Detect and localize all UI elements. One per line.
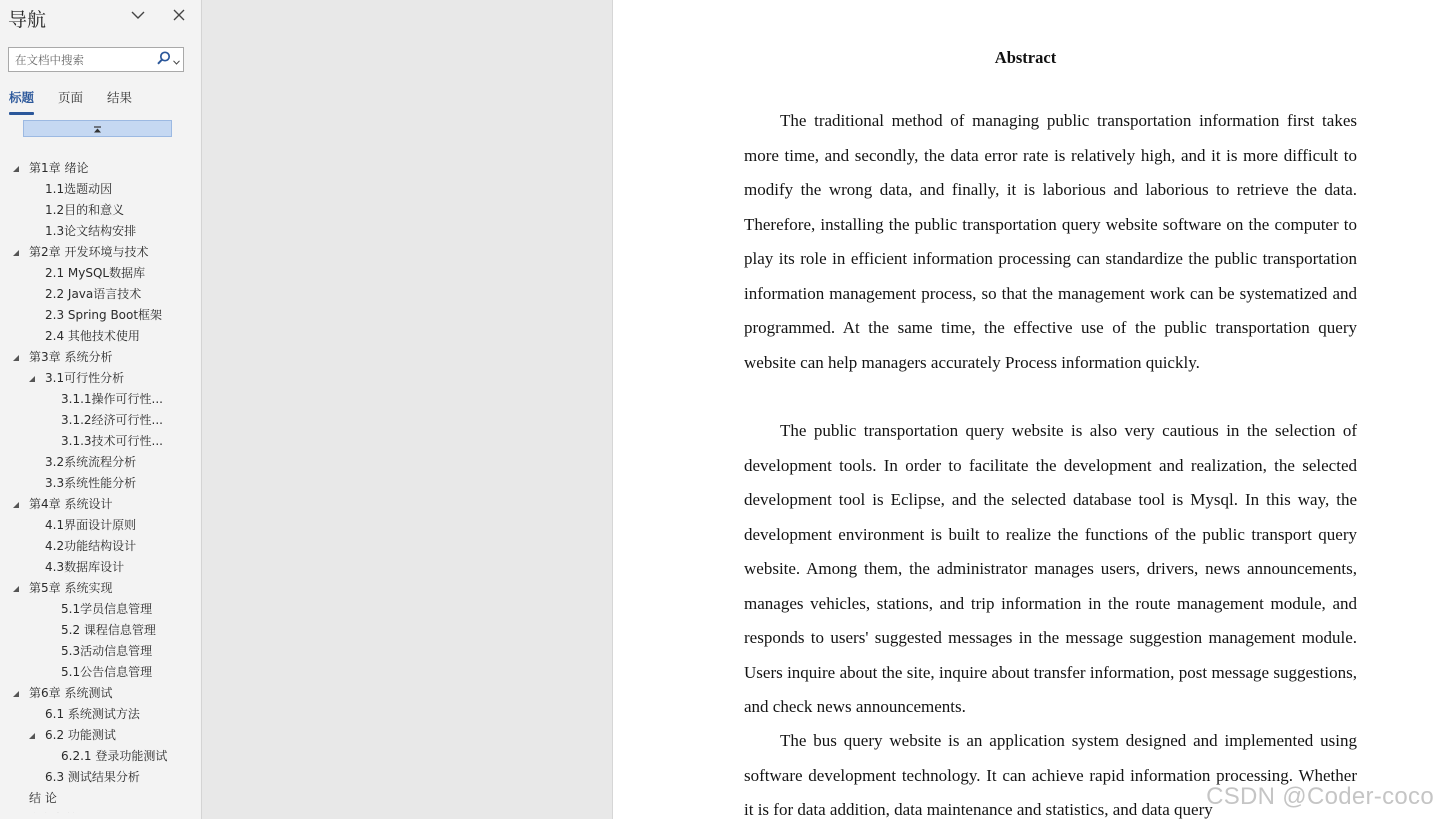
nav-tabs [0, 89, 202, 115]
heading-label: 第2章 开发环境与技术 [29, 245, 149, 259]
heading-item[interactable] [0, 599, 202, 620]
chevron-down-icon[interactable] [127, 4, 149, 26]
heading-label: 3.1可行性分析 [45, 371, 125, 385]
heading-item[interactable] [0, 368, 202, 389]
heading-item[interactable] [0, 704, 202, 725]
tab-pages[interactable]: 页面 [58, 90, 84, 105]
search-input[interactable] [9, 48, 155, 71]
heading-label: 2.2 Java语言技术 [45, 287, 142, 301]
heading-tree [0, 158, 202, 819]
heading-item[interactable] [0, 179, 202, 200]
heading-item[interactable] [0, 536, 202, 557]
heading-label: 1.1选题动因 [45, 182, 113, 196]
document-page[interactable] [612, 0, 1438, 819]
heading-item[interactable] [0, 284, 202, 305]
tab-headings[interactable]: 标题 [9, 89, 34, 115]
heading-label: 1.3论文结构安排 [45, 224, 137, 238]
heading-label: 5.1学员信息管理 [61, 602, 153, 616]
expand-triangle-icon[interactable] [11, 347, 21, 368]
abstract-paragraph-2: The public transportation query website is also very cautious in the selection of development tools. In order to facilitate the development and realization, the selected development tool is Eclipse, and the selected database tool is Mysql. In this way, the development environment is built to realize the functions of the public transport query website. Among them, the administrator manages users, drivers, news announcements, manages vehicles, stations, and trip information in the route management module, and responds to users' suggested messages in the message suggestion management module. Users inquire about the site, inquire about transfer information, post message suggestions, and check news announcements. [744, 421, 1357, 716]
heading-item[interactable] [0, 557, 202, 578]
heading-label: 第1章 绪论 [29, 161, 89, 175]
heading-item[interactable] [0, 788, 202, 809]
heading-label: 第4章 系统设计 [29, 497, 113, 511]
heading-label: 2.3 Spring Boot框架 [45, 308, 163, 322]
heading-item[interactable] [0, 683, 202, 704]
heading-item[interactable] [0, 389, 202, 410]
collapse-all-button[interactable] [23, 120, 172, 137]
heading-item[interactable] [0, 473, 202, 494]
heading-item[interactable] [0, 431, 202, 452]
heading-label: 结 论 [29, 791, 57, 805]
heading-label: 5.2 课程信息管理 [61, 623, 156, 637]
heading-label: 4.1界面设计原则 [45, 518, 137, 532]
collapse-up-icon [93, 119, 102, 138]
watermark: CSDN @Coder-coco [1206, 783, 1434, 810]
heading-label: 3.2系统流程分析 [45, 455, 137, 469]
heading-label: 4.2功能结构设计 [45, 539, 137, 553]
chevron-down-icon [173, 50, 180, 69]
heading-label: 3.1.1操作可行性... [61, 392, 163, 406]
heading-item[interactable] [0, 452, 202, 473]
heading-item[interactable] [0, 620, 202, 641]
heading-item[interactable] [0, 200, 202, 221]
heading-label: 第6章 系统测试 [29, 686, 113, 700]
abstract-heading: Abstract [994, 48, 1057, 67]
heading-item[interactable] [0, 662, 202, 683]
expand-triangle-icon[interactable] [11, 578, 21, 599]
heading-label: 3.3系统性能分析 [45, 476, 137, 490]
document-background [202, 0, 612, 819]
heading-label: 第5章 系统实现 [29, 581, 113, 595]
heading-label: 3.1.2经济可行性... [61, 413, 163, 427]
abstract-paragraph-3: The bus query website is an application system designed and implemented using software development technology. It can achieve rapid information processing. Whether it is for data addition, data maintenance and statistics, and data query [744, 731, 1357, 819]
heading-label: 6.2 功能测试 [45, 728, 116, 742]
search-box [8, 47, 184, 72]
heading-item[interactable] [0, 746, 202, 767]
heading-label: 4.3数据库设计 [45, 560, 125, 574]
heading-item[interactable] [0, 242, 202, 263]
expand-triangle-icon[interactable] [11, 158, 21, 179]
close-icon[interactable] [168, 4, 190, 26]
search-button[interactable] [155, 51, 181, 68]
heading-item[interactable] [0, 347, 202, 368]
heading-item[interactable] [0, 263, 202, 284]
nav-pane-title: 导航 [8, 9, 47, 31]
heading-item[interactable] [0, 767, 202, 788]
heading-label: 2.4 其他技术使用 [45, 329, 140, 343]
heading-label: 6.1 系统测试方法 [45, 707, 140, 721]
heading-item[interactable] [0, 494, 202, 515]
heading-item[interactable] [0, 641, 202, 662]
heading-label: 5.3活动信息管理 [61, 644, 153, 658]
abstract-paragraph-1: The traditional method of managing public transportation information first takes more time, and secondly, the data error rate is relatively high, and it is more difficult to modify the wrong data, and finally, it is laborious and laborious to retrieve the data. Therefore, installing the public transportation query website software on the computer to play its role in efficient information processing can standardize the public transportation information management process, so that the management work can be systematized and programmed. At the same time, the effective use of the public transportation query website can help managers accurately Process information quickly. [744, 111, 1357, 372]
expand-triangle-icon[interactable] [11, 683, 21, 704]
heading-item[interactable] [0, 158, 202, 179]
expand-triangle-icon[interactable] [11, 242, 21, 263]
heading-label: 第3章 系统分析 [29, 350, 113, 364]
heading-label: 5.1公告信息管理 [61, 665, 153, 679]
heading-label: 3.1.3技术可行性... [61, 434, 163, 448]
heading-item[interactable] [0, 410, 202, 431]
tab-results[interactable]: 结果 [107, 90, 133, 105]
heading-label: 6.2.1 登录功能测试 [61, 749, 168, 763]
expand-triangle-icon[interactable] [27, 725, 37, 746]
expand-triangle-icon[interactable] [27, 368, 37, 389]
heading-item[interactable] [0, 326, 202, 347]
heading-label: 6.3 测试结果分析 [45, 770, 140, 784]
heading-label: 2.1 MySQL数据库 [45, 266, 146, 280]
expand-triangle-icon[interactable] [11, 494, 21, 515]
nav-bottom-edge [0, 813, 202, 819]
heading-label: 1.2目的和意义 [45, 203, 125, 217]
heading-item[interactable] [0, 305, 202, 326]
heading-item[interactable] [0, 725, 202, 746]
navigation-pane [0, 0, 202, 819]
heading-item[interactable] [0, 515, 202, 536]
search-icon [157, 50, 171, 69]
heading-item[interactable] [0, 578, 202, 599]
heading-item[interactable] [0, 221, 202, 242]
